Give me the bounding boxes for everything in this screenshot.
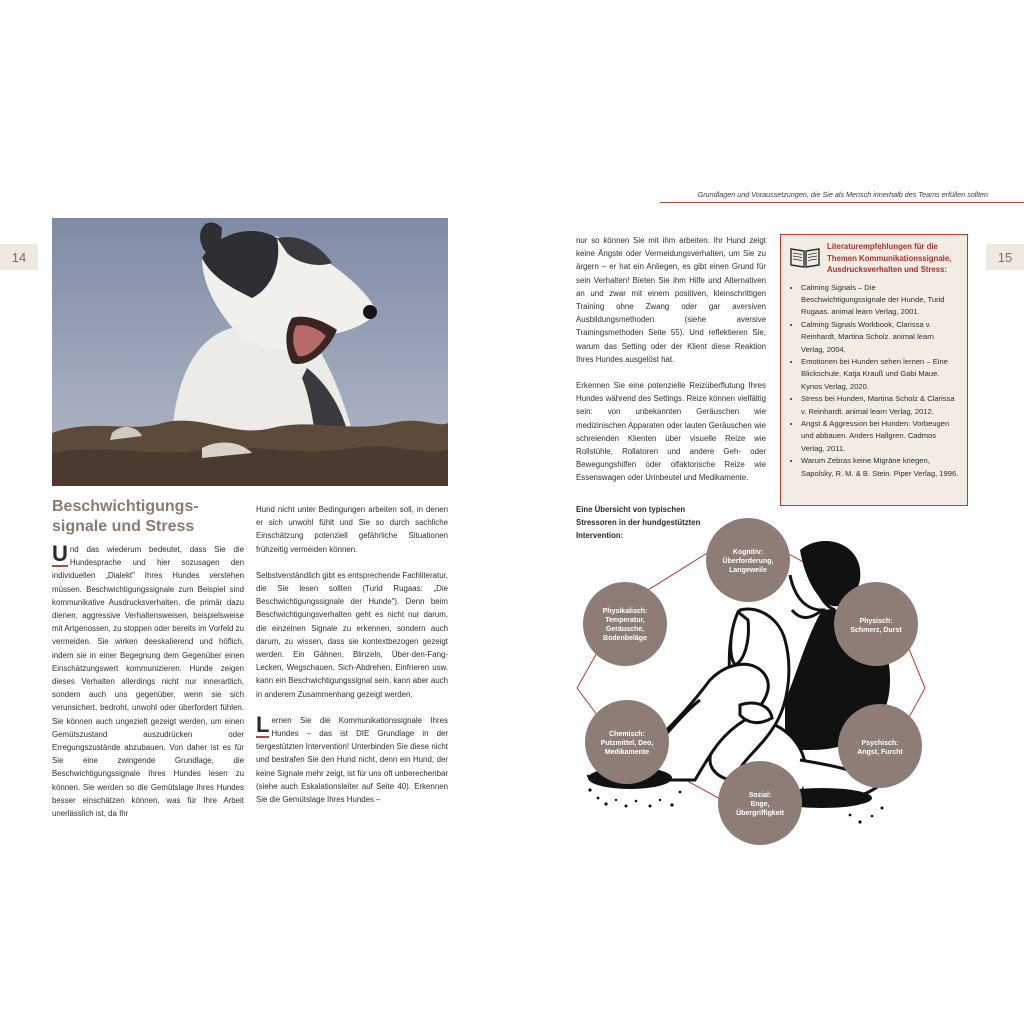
yawning-dog-photo [52,218,448,486]
label-physikalisch-2: Temperatur, [605,617,645,624]
label-physisch-1: Physisch: [859,618,893,625]
col2-paragraph-3: ernen Sie die Kommunikationssignale Ihres Hundes – das ist DIE Grundlage in der tiergestützten Intervention! Unterbinden Sie diese nicht und bestrafen Sie den Hund nicht, denn ein Hund, der keine Signale mehr zeigt, ist für uns oft unberechenbar (siehe auch Eskalationsleiter auf Seite 40). Erkennen Sie die Gemütslage Ihres Hundes – [256,715,448,805]
label-kognitiv-3: Langeweile [729,567,767,574]
body-column-1 [52,543,244,820]
running-head-rule [660,202,1024,203]
col1-paragraph: nd das wiederum bedeutet, dass Sie die Hundesprache und hier sozusagen den individuellen „Dialekt" Ihres Hundes verstehen müssen. Beschwichtigungssignale zum Beispiel sind kommunikative Ausdrucksverhalten, die primär dazu dienen, aggressive Verhaltensweisen, beispielsweise mit Artgenossen, zu stoppen oder bereits im Vorfeld zu vermeiden. Sie wirken deeskalierend und höflich, indem sie in einer Begegnung dem Gegenüber einen Einschätzungswert kommunizieren. Hunde zeigen dieses Verhalten allerdings nicht nur innerartlich, sondern auch uns gegenüber, wenn sie sich verunsichert, bedroht, unwohl oder überfordert fühlen. Sie können auch ungezielt gezeigt werden, um einen Gemütszustand auszudrücken oder Erregungszustände abzubauen. Von daher ist es für Sie eine zwingende Grundlage, die Beschwichtigungssignale Ihres Hundes lesen zu können. Sie werden so die Gemütslage Ihres Hundes besser einschätzen können, was für Ihre Arbeit unerlässlich ist, da Ihr [52,545,244,819]
label-psychisch-1: Psychisch: [861,740,899,747]
label-chemisch-2: Putzmittel, Deo, [600,740,654,747]
literature-item: • Emotionen bei Hunden sehen lernen – Eine Blickschule, Katja Krauß und Gabi Maue. Kynos Verlag, 2020. [801,356,959,393]
literature-item: • Stress bei Hunden, Martina Scholz & Clarissa v. Reinhardt. animal learn Verlag, 2012. [801,393,959,418]
heading-line-1: Beschwichtigungs- [52,498,199,515]
label-kognitiv-1: Kognitiv: [732,549,764,556]
label-chemisch-3: Medikamente [604,749,650,756]
literature-title: Literaturempfehlungen für die Themen Kommunikationssignale, Ausdrucksverhalten und Stress: [827,242,952,274]
open-book-icon [789,245,821,269]
label-psychisch-2: Angst, Furcht [857,749,903,756]
body-column-2 [256,503,448,806]
body-column-3 [576,234,766,485]
label-physikalisch-3: Geräusche, [605,626,645,633]
col3-paragraph-1: nur so können Sie mit ihm arbeiten. Ihr Hund zeigt keine Ängste oder Vermeidungsverhalten, um Sie zu ärgern – er hat ein Anliegen, es gibt einen Grund für sein Verhalten! Bieten Sie ihm Hilfe und Alternativen an und zwar mit einem positiven, kleinschrittigen Training ohne Zwang oder gar aversiven Ausbildungsmethoden (siehe aversive Trainingsmethoden Seite 55). Und reflektieren Sie, warum das Setting oder der Klient diese Reaktion Ihres Hundes ausgelöst hat. [576,236,766,364]
label-kognitiv-2: Überforderung, [722,558,774,565]
dropcap-u: U [52,541,68,566]
section-heading [52,497,252,537]
literature-item: • Angst & Aggression bei Hunden: Vorbeugen und abbauen. Anders Hallgren. Cadmos Verlag, 2011. [801,418,959,455]
literature-box [780,234,968,506]
col2-paragraph-1: Hund nicht unter Bedingungen arbeiten soll, in denen er sich unwohl fühlt und Sie so durch sachliche Einschätzung potenziell gefährliche Situationen frühzeitig vermeiden können. [256,505,448,554]
literature-item: • Calming Signals Workbook, Clarissa v. Reinhardt, Martina Scholz. animal learn Verlag, 2004. [801,319,959,356]
heading-line-2: signale und Stress [52,518,195,535]
label-physikalisch-1: Physikalisch: [602,608,648,615]
label-sozial-2: Enge, [750,801,770,808]
page-number-right: 15 [986,244,1024,270]
label-sozial-1: Sozial: [748,792,772,799]
col2-paragraph-2: Selbstverständlich gibt es entsprechende Fachliteratur, die Sie lesen sollten (Turid Rugaas: „Die Beschwichtigungssignale der Hunde"). Denn beim Beschwichtigungsverhalten geht es nicht nur darum, die einzelnen Signale zu erkennen, sondern auch darum, zu wissen, dass sie kontextbezogen gezeigt werden. Ein Gähnen, Blinzeln, Über-den-Fang-Lecken, Wegschauen, Sich-Abdrehen, Einfrieren usw. kann ein Beschwichtigungssignal sein, kann aber auch in anderem Zusammenhang gezeigt werden. [256,570,448,699]
running-head: Grundlagen und Voraussetzungen, die Sie als Mensch innerhalb des Teams erfüllen sollten [697,190,988,199]
literature-list [791,282,959,481]
col3-paragraph-2: Erkennen Sie eine potenzielle Reizüberflutung Ihres Hundes während des Settings. Reize können vielfältig sein: von unbekannten Geräuschen wie medizinischen Apparaten oder lauten Geräuschen wie schreienden Klienten über visuelle Reize wie Rollstühle, Rollatoren und andere Geh- oder Bewegungshilfen oder olfaktorische Reize wie Essenswagen oder Urinbeutel und Medikamente. [576,381,766,483]
circle-physikalisch [583,582,667,666]
stressor-diagram [560,510,960,860]
label-physikalisch-4: Bodenbeläge [603,635,647,642]
label-physisch-2: Schmerz, Durst [850,627,902,634]
diagram-title: Eine Übersicht von typischen Stressoren in der hundgestützten Intervention: [576,505,701,540]
literature-item: • Calming Signals – Die Beschwichtigungssignale der Hunde, Turid Rugaas. animal learn Verlag, 2001. [801,282,959,319]
dropcap-l: L [256,711,270,737]
label-sozial-3: Übergriffigkeit [736,810,784,817]
page-number-left: 14 [0,244,38,270]
label-chemisch-1: Chemisch: [609,731,645,738]
literature-item: • Warum Zebras keine Migräne kriegen, Sapolsky, R. M. & B. Stein. Piper Verlag, 1996. [801,455,959,480]
